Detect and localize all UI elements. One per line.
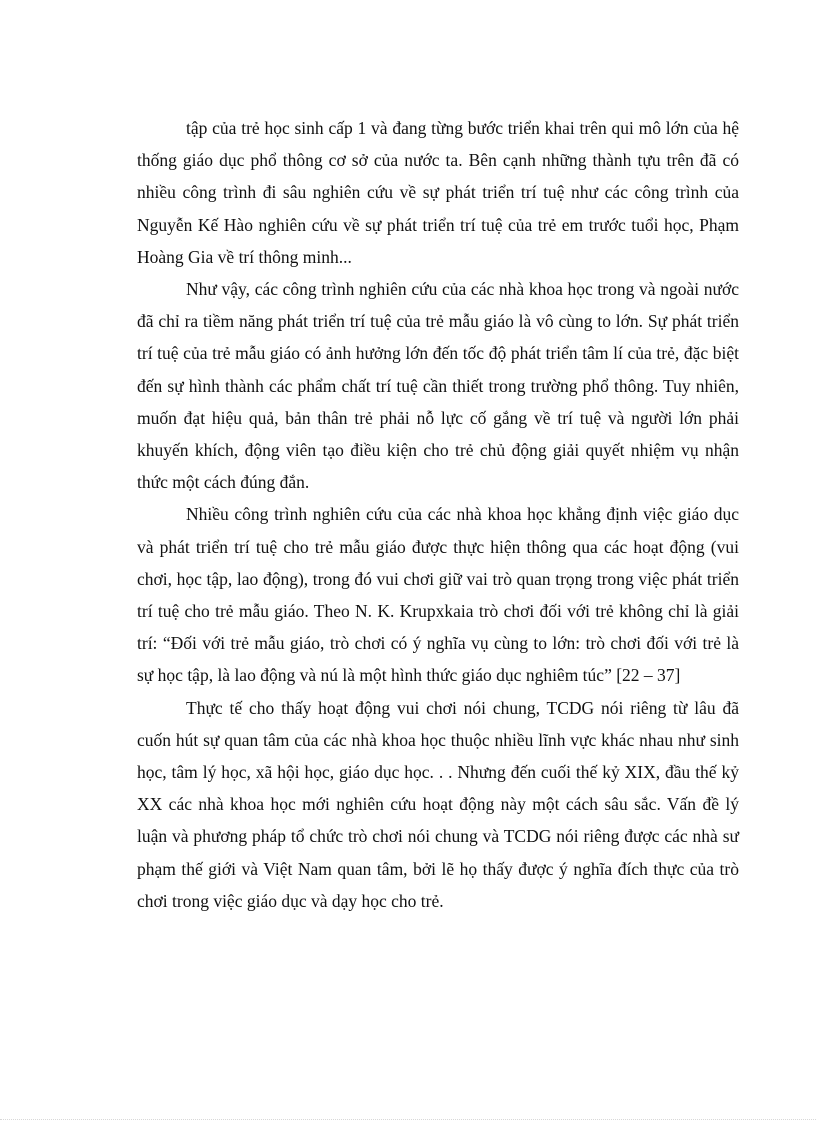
paragraph: Như vậy, các công trình nghiên cứu của các nhà khoa học trong và ngoài nước đã chỉ ra tiềm năng phát triển trí tuệ của trẻ mẫu giáo là vô cùng to lớn. Sự phát triển trí tuệ của trẻ mẫu giáo có ảnh hưởng lớn đến tốc độ phát triển tâm lí của trẻ, đặc biệt đến sự hình thành các phẩm chất trí tuệ cần thiết trong trường phổ thông. Tuy nhiên, muốn đạt hiệu quả, bản thân trẻ phải nỗ lực cố gắng về trí tuệ và người lớn phải khuyến khích, động viên tạo điều kiện cho trẻ chủ động giải quyết nhiệm vụ nhận thức một cách đúng đắn. (137, 279, 739, 493)
paragraph: Nhiều công trình nghiên cứu của các nhà khoa học khẳng định việc giáo dục và phát triển trí tuệ cho trẻ mẫu giáo được thực hiện thông qua các hoạt động (vui chơi, học tập, lao động), trong đó vui chơi giữ vai trò quan trọng trong việc phát triển trí tuệ cho trẻ mẫu giáo. Theo N. K. Krupxkaia trò chơi đối với trẻ không chỉ là giải trí: “Đối với trẻ mẫu giáo, trò chơi có ý nghĩa vụ cùng to lớn: trò chơi đối với trẻ là sự học tập, là lao động và nú là một hình thức giáo dục nghiêm túc” [22 – 37] (137, 504, 739, 686)
body-text (137, 112, 739, 917)
paragraph: tập của trẻ học sinh cấp 1 và đang từng bước triển khai trên qui mô lớn của hệ thống giáo dục phổ thông cơ sở của nước ta. Bên cạnh những thành tựu trên đã có nhiều công trình đi sâu nghiên cứu về sự phát triển trí tuệ như các công trình của Nguyễn Kế Hào nghiên cứu về sự phát triển trí tuệ của trẻ em trước tuổi học, Phạm Hoàng Gia về trí thông minh... (137, 118, 739, 267)
paragraph: Thực tế cho thấy hoạt động vui chơi nói chung, TCDG nói riêng từ lâu đã cuốn hút sự quan tâm của các nhà khoa học thuộc nhiều lĩnh vực khác nhau như sinh học, tâm lý học, xã hội học, giáo dục học. . . Nhưng đến cuối thế kỷ XIX, đầu thế kỷ XX các nhà khoa học mới nghiên cứu hoạt động này một cách sâu sắc. Vấn đề lý luận và phương pháp tổ chức trò chơi nói chung và TCDG nói riêng được các nhà sư phạm thế giới và Việt Nam quan tâm, bởi lẽ họ thấy được ý nghĩa đích thực của trò chơi trong việc giáo dục và dạy học cho trẻ. (137, 697, 739, 911)
page-bottom-divider (0, 1119, 816, 1120)
